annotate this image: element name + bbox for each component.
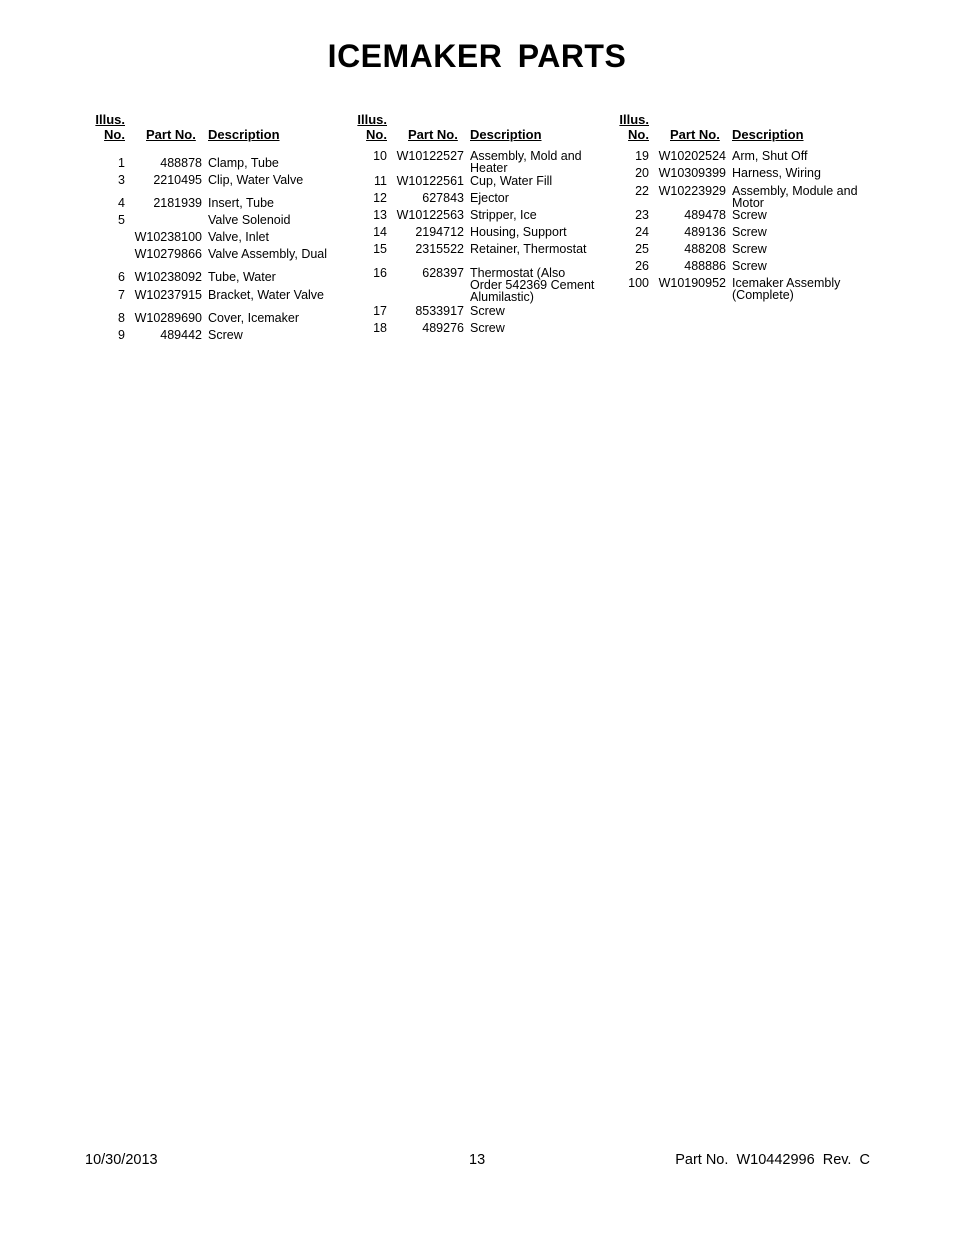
illus-no-cell: 18 (373, 321, 387, 335)
description-cell: Arm, Shut Off (732, 149, 808, 163)
description-cell: Screw (470, 304, 505, 318)
illus-header-line1: Illus. (95, 112, 125, 127)
description-cell: Clip, Water Valve (208, 173, 304, 187)
illus-no-cell: 6 (118, 270, 125, 284)
illus-no-cell: 100 (628, 276, 649, 290)
part-no-header: Part No. (146, 127, 196, 142)
parts-column-3 (616, 112, 876, 302)
illus-header-line2: No. (104, 127, 125, 142)
part-no-cell: W10238092 (134, 270, 202, 284)
column-header (92, 112, 342, 144)
illus-header-line2: No. (366, 127, 387, 142)
part-no-cell: W10122527 (396, 149, 464, 163)
illus-no-cell: 1 (118, 156, 125, 170)
description-cell: Valve Solenoid (208, 213, 291, 227)
illus-no-cell: 11 (374, 174, 387, 188)
description-cell: Housing, Support (470, 225, 567, 239)
part-no-cell: W10122563 (396, 208, 464, 222)
illus-no-cell: 25 (635, 242, 649, 256)
part-no-cell: W10122561 (396, 174, 464, 188)
part-no-cell: W10223929 (658, 184, 726, 198)
description-cell: Valve, Inlet (208, 230, 269, 244)
description-cell: Screw (732, 208, 767, 222)
part-no-cell: 8533917 (415, 304, 464, 318)
footer-part-number: Part No. W10442996 Rev. C (675, 1152, 870, 1168)
part-no-cell: 2194712 (415, 225, 464, 239)
part-no-cell: W10202524 (658, 149, 726, 163)
column-header (616, 112, 876, 144)
illus-no-cell: 19 (635, 149, 649, 163)
column-header (354, 112, 604, 144)
description-header: Description (208, 127, 280, 142)
description-cell: Screw (732, 225, 767, 239)
parts-column-2 (354, 112, 604, 335)
part-no-cell: 489276 (422, 321, 464, 335)
part-no-cell: 489136 (684, 225, 726, 239)
part-no-cell: 488886 (684, 259, 726, 273)
part-no-cell: W10289690 (134, 311, 202, 325)
description-cell: Icemaker Assembly (Complete) (732, 276, 841, 302)
illus-header-line2: No. (628, 127, 649, 142)
description-cell: Cup, Water Fill (470, 174, 553, 188)
description-header: Description (732, 127, 804, 142)
illus-no-cell: 20 (635, 166, 649, 180)
illus-no-header (616, 112, 649, 142)
part-no-cell: W10279866 (134, 247, 202, 261)
description-cell: Valve Assembly, Dual (208, 247, 328, 261)
part-no-cell: 489442 (160, 328, 202, 342)
description-cell: Assembly, Module and Motor (732, 184, 858, 210)
illus-no-cell: 24 (635, 225, 649, 239)
part-no-cell: 489478 (684, 208, 726, 222)
parts-column-1 (92, 112, 342, 342)
illus-no-cell: 23 (635, 208, 649, 222)
part-no-cell: 2210495 (153, 173, 202, 187)
part-no-cell: 488208 (684, 242, 726, 256)
part-no-cell: W10237915 (134, 288, 202, 302)
illus-no-cell: 4 (118, 196, 125, 210)
description-cell: Harness, Wiring (732, 166, 821, 180)
description-cell: Cover, Icemaker (208, 311, 300, 325)
part-no-cell: W10238100 (134, 230, 202, 244)
part-no-cell: 627843 (422, 191, 464, 205)
illus-no-header (354, 112, 387, 142)
illus-no-cell: 13 (373, 208, 387, 222)
description-cell: Thermostat (Also Order 542369 Cement Alumilastic) (470, 266, 595, 304)
part-no-cell: W10190952 (658, 276, 726, 290)
part-no-header: Part No. (670, 127, 720, 142)
illus-no-cell: 22 (635, 184, 649, 198)
illus-no-cell: 14 (373, 225, 387, 239)
description-cell: Assembly, Mold and Heater (470, 149, 582, 175)
description-cell: Insert, Tube (208, 196, 275, 210)
illus-no-cell: 5 (118, 213, 125, 227)
description-cell: Screw (732, 242, 767, 256)
description-cell: Clamp, Tube (208, 156, 279, 170)
illus-no-cell: 3 (118, 173, 125, 187)
description-cell: Tube, Water (208, 270, 276, 284)
part-no-cell: W10309399 (658, 166, 726, 180)
description-cell: Bracket, Water Valve (208, 288, 325, 302)
description-cell: Stripper, Ice (470, 208, 537, 222)
description-cell: Screw (208, 328, 243, 342)
page-title: ICEMAKER PARTS (327, 38, 627, 74)
footer-page-number: 13 (469, 1152, 486, 1168)
illus-no-cell: 26 (635, 259, 649, 273)
illus-no-cell: 7 (118, 288, 125, 302)
description-cell: Screw (732, 259, 767, 273)
illus-no-cell: 12 (373, 191, 387, 205)
illus-header-line1: Illus. (619, 112, 649, 127)
part-no-cell: 628397 (422, 266, 464, 280)
part-no-cell: 2181939 (153, 196, 202, 210)
description-cell: Ejector (470, 191, 509, 205)
illus-no-cell: 10 (373, 149, 387, 163)
description-header: Description (470, 127, 542, 142)
part-no-cell: 2315522 (415, 242, 464, 256)
footer-date: 10/30/2013 (85, 1152, 158, 1168)
part-no-header: Part No. (408, 127, 458, 142)
description-cell: Retainer, Thermostat (470, 242, 587, 256)
illus-header-line1: Illus. (357, 112, 387, 127)
illus-no-cell: 15 (373, 242, 387, 256)
illus-no-cell: 9 (118, 328, 125, 342)
part-no-cell: 488878 (160, 156, 202, 170)
illus-no-header (92, 112, 125, 142)
description-cell: Screw (470, 321, 505, 335)
illus-no-cell: 17 (373, 304, 387, 318)
illus-no-cell: 16 (373, 266, 387, 280)
illus-no-cell: 8 (118, 311, 125, 325)
